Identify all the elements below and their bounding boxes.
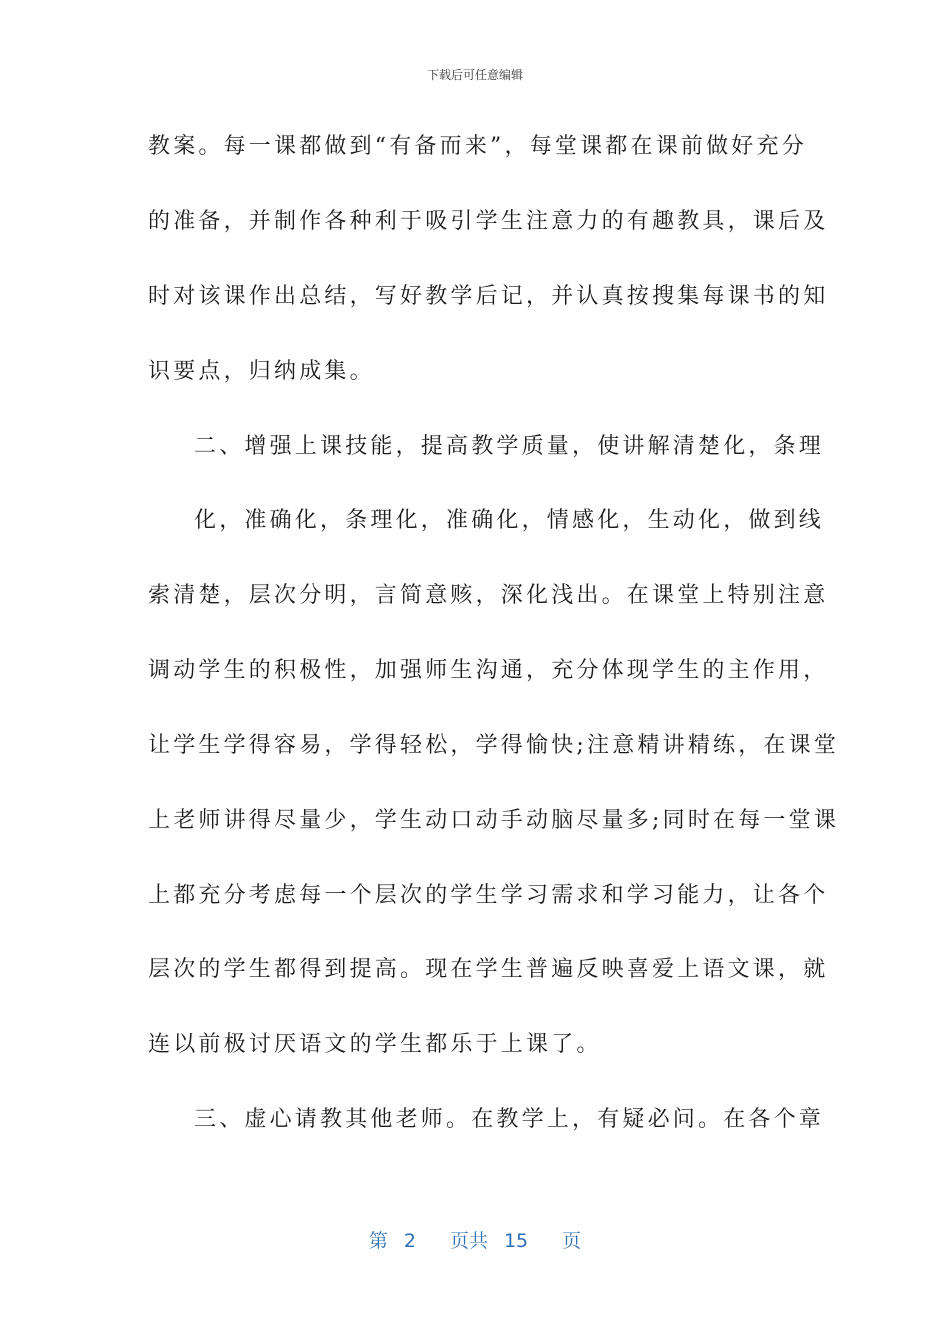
- footer-middle: 页共: [449, 1230, 488, 1252]
- body-line: 层次的学生都得到提高。现在学生普遍反映喜爱上语文课，就: [148, 957, 829, 982]
- body-line: 索清楚，层次分明，言简意赅，深化浅出。在课堂上特别注意: [148, 583, 829, 608]
- footer-suffix: 页: [562, 1230, 582, 1252]
- paragraph-heading-line: 三、虚心请教其他老师。在教学上，有疑必问。在各个章: [194, 1107, 825, 1132]
- body-line: 调动学生的积极性，加强师生沟通，充分体现学生的主作用，: [148, 658, 829, 683]
- body-line: 的准备，并制作各种利于吸引学生注意力的有趣教具，课后及: [148, 209, 829, 234]
- body-line: 让学生学得容易，学得轻松，学得愉快;注意精讲精练，在课堂: [148, 733, 840, 758]
- body-line: 上都充分考虑每一个层次的学生学习需求和学习能力，让各个: [148, 883, 829, 908]
- body-line: 时对该课作出总结，写好教学后记，并认真按搜集每课书的知: [148, 284, 829, 309]
- page-header: 下载后可任意编辑: [426, 68, 523, 82]
- paragraph-heading-line: 二、增强上课技能，提高教学质量，使讲解清楚化，条理: [194, 434, 825, 459]
- total-pages-number: 15: [503, 1230, 529, 1252]
- footer-prefix: 第: [368, 1230, 388, 1252]
- body-line: 化，准确化，条理化，准确化，情感化，生动化，做到线: [194, 508, 825, 533]
- page-footer: [0, 1226, 950, 1253]
- body-line: 识要点，归纳成集。: [148, 359, 375, 384]
- body-line: 教案。每一课都做到“有备而来”，每堂课都在课前做好充分: [148, 134, 807, 159]
- body-line: 上老师讲得尽量少，学生动口动手动脑尽量多;同时在每一堂课: [148, 808, 840, 833]
- body-line: 连以前极讨厌语文的学生都乐于上课了。: [148, 1032, 602, 1057]
- current-page-number: 2: [403, 1230, 416, 1252]
